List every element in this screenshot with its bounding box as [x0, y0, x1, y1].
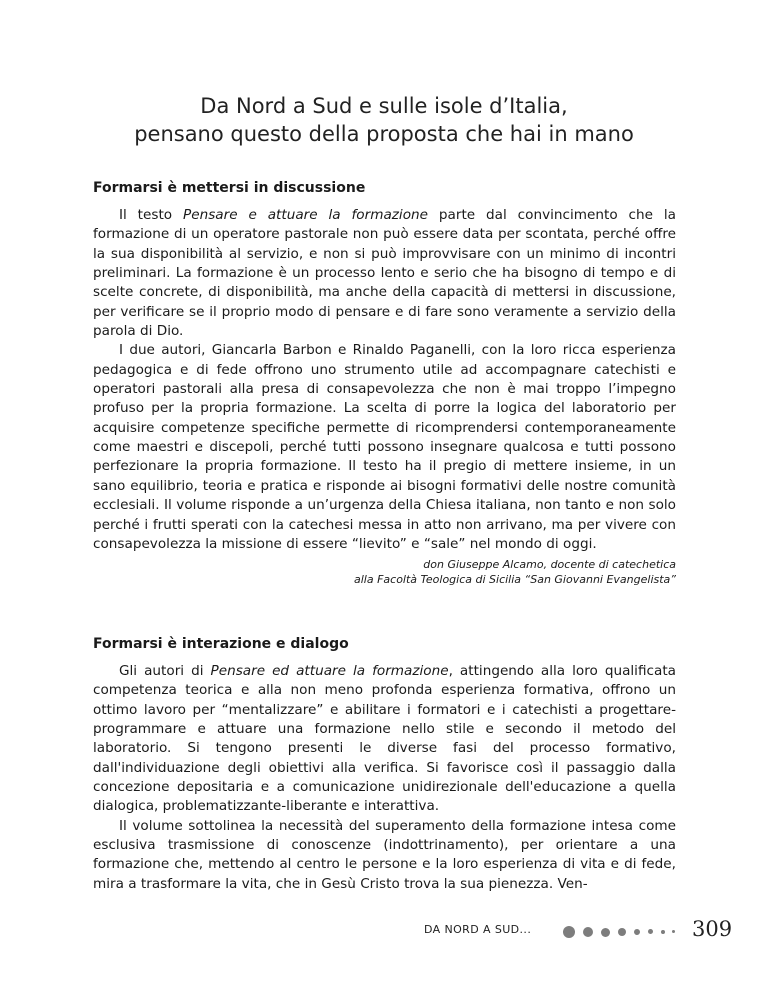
paragraph-text: Gli autori di — [119, 663, 211, 679]
book-title: Pensare e attuare la formazione — [183, 207, 428, 223]
running-head: DA NORD A SUD... — [424, 923, 532, 936]
section-mettersi-in-discussione — [93, 179, 676, 587]
page-number: 309 — [692, 917, 733, 941]
paragraph-text: parte dal convincimento che la formazione di un operatore pastorale non può essere data per scontata, perché offre la sua disponibilità al servizio, e non si può improvvisare con un minimo di incontri preliminari. La formazione è un processo lento e serio che ha bisogno di tempo e di scelte concrete, di disponibilità, ma anche della capacità di mettersi in discussione, per verificare se il proprio modo di pensare e di fare sono veramente a servizio della parola di Dio. — [93, 207, 677, 340]
decorative-dots — [563, 916, 688, 946]
page-footer — [400, 916, 733, 946]
title-line-2: pensano questo della proposta che hai in mano — [134, 122, 634, 147]
dot-icon — [672, 930, 675, 933]
title-line-1: Da Nord a Sud e sulle isole d’Italia, — [200, 94, 568, 119]
paragraph-text: , attingendo alla loro qualificata competenza teorica e alla non meno profonda esperienza formativa, offrono un ottimo lavoro per “mentalizzare” e abilitare i formatori e i catechisti a progettare-programmare e attuare una formazione nello stile e secondo il metodo del laboratorio. Si tengono presenti le diverse fasi del processo formativo, dall'individuazione degli obiettivi alla verifica. Si favorisce così il passaggio dalla concezione depositaria e a comunicazione unidirezionale dell'educazione a quella dialogica, problematizzante-liberante e interattiva. — [93, 663, 676, 815]
signature-line-1: don Giuseppe Alcamo, docente di catechetica — [423, 558, 676, 572]
paragraph — [93, 206, 676, 341]
section-interazione-e-dialogo — [93, 635, 676, 894]
dot-icon — [563, 926, 575, 938]
paragraph — [93, 662, 676, 817]
page-title — [0, 92, 768, 148]
paragraph-text: Il testo — [119, 207, 184, 223]
signature — [93, 557, 676, 587]
book-title: Pensare ed attuare la formazione — [210, 663, 449, 679]
section-heading: Formarsi è interazione e dialogo — [93, 636, 349, 652]
paragraph: I due autori, Giancarla Barbon e Rinaldo Paganelli, con la loro ricca esperienza pedagogica e di fede offrono uno strumento utile ad accompagnare catechisti e operatori pastorali alla presa di consapevolezza che non è mai troppo l’impegno profuso per la propria formazione. La scelta di porre la logica del laboratorio per acquisire competenze specifiche permette di ricomprendersi contemporaneamente come maestri e discepoli, perché tutti possono insegnare qualcosa e tutti possono perfezionare la propria formazione. Il testo ha il pregio di mettere insieme, in un sano equilibrio, teoria e pratica e risponde ai bisogni formativi delle nostre comunità ecclesiali. Il volume risponde a un’urgenza della Chiesa italiana, non tanto e non solo perché i frutti sperati con la catechesi messa in atto non arrivano, ma per vivere con consapevolezza la missione di essere “lievito” e “sale” nel mondo di oggi. — [93, 342, 676, 552]
dot-icon — [648, 929, 653, 934]
dot-icon — [601, 928, 610, 937]
dot-icon — [634, 929, 640, 935]
dot-icon — [661, 930, 665, 934]
section-heading: Formarsi è mettersi in discussione — [93, 180, 366, 196]
signature-line-2: alla Facoltà Teologica di Sicilia “San Giovanni Evangelista” — [353, 573, 676, 587]
paragraph: Il volume sottolinea la necessità del superamento della formazione intesa come esclusiva trasmissione di conoscenze (indottrinamento), per orientare a una formazione che, mettendo al centro le persone e la loro esperienza di vita e di fede, mira a trasformare la vita, che in Gesù Cristo trova la sua pienezza. Ven- — [93, 817, 676, 892]
dot-icon — [618, 928, 626, 936]
dot-icon — [583, 927, 593, 937]
